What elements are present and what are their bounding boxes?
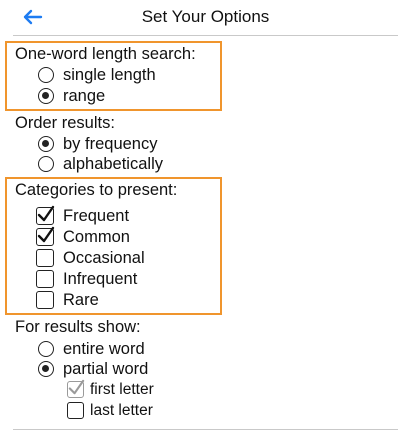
footer-divider bbox=[13, 429, 398, 430]
radio-by-frequency-label: by frequency bbox=[63, 134, 158, 153]
checkbox-occasional-label: Occasional bbox=[63, 248, 145, 267]
page-title: Set Your Options bbox=[141, 7, 270, 26]
radio-entire-word-button[interactable] bbox=[38, 341, 54, 357]
length-search-label: One-word length search: bbox=[15, 45, 196, 63]
checkbox-common[interactable] bbox=[36, 226, 130, 247]
checkmark-icon bbox=[67, 378, 86, 397]
radio-by-frequency-button[interactable] bbox=[38, 136, 54, 152]
checkbox-first-letter-box[interactable] bbox=[67, 381, 84, 398]
radio-single-length-button[interactable] bbox=[38, 67, 54, 83]
checkbox-infrequent-label: Infrequent bbox=[63, 269, 138, 288]
radio-entire-word[interactable] bbox=[38, 338, 145, 359]
checkbox-infrequent[interactable] bbox=[36, 268, 137, 289]
checkbox-common-label: Common bbox=[63, 227, 130, 246]
radio-by-frequency[interactable] bbox=[38, 133, 157, 154]
radio-alphabetically-label: alphabetically bbox=[63, 154, 163, 173]
checkbox-frequent-label: Frequent bbox=[63, 206, 130, 225]
checkbox-first-letter-label: first letter bbox=[90, 380, 154, 398]
checkbox-common-box[interactable] bbox=[36, 228, 54, 246]
checkbox-rare-box[interactable] bbox=[36, 291, 54, 309]
radio-partial-word-button[interactable] bbox=[38, 361, 54, 377]
checkbox-occasional-box[interactable] bbox=[36, 249, 54, 267]
nav-header bbox=[0, 0, 411, 34]
categories-label: Categories to present: bbox=[15, 181, 178, 199]
results-show-label: For results show: bbox=[15, 318, 141, 336]
header-divider bbox=[13, 35, 398, 36]
checkbox-rare-label: Rare bbox=[63, 290, 99, 309]
radio-alphabetically-button[interactable] bbox=[38, 156, 54, 172]
radio-single-length-label: single length bbox=[63, 65, 156, 84]
checkmark-icon bbox=[36, 225, 56, 245]
checkmark-icon bbox=[36, 204, 56, 224]
checkbox-first-letter[interactable] bbox=[67, 379, 154, 400]
checkbox-occasional[interactable] bbox=[36, 247, 145, 268]
radio-partial-word-label: partial word bbox=[63, 359, 149, 378]
checkbox-rare[interactable] bbox=[36, 289, 99, 310]
radio-partial-word[interactable] bbox=[38, 358, 148, 379]
radio-entire-word-label: entire word bbox=[63, 339, 145, 358]
radio-range-label: range bbox=[63, 86, 106, 105]
radio-single-length[interactable] bbox=[38, 64, 156, 85]
checkbox-infrequent-box[interactable] bbox=[36, 270, 54, 288]
checkbox-last-letter[interactable] bbox=[67, 400, 153, 421]
order-results-label: Order results: bbox=[15, 114, 115, 132]
checkbox-frequent-box[interactable] bbox=[36, 207, 54, 225]
radio-range[interactable] bbox=[38, 85, 105, 106]
checkbox-frequent[interactable] bbox=[36, 205, 129, 226]
radio-alphabetically[interactable] bbox=[38, 153, 163, 174]
checkbox-last-letter-label: last letter bbox=[90, 401, 153, 419]
checkbox-last-letter-box[interactable] bbox=[67, 402, 84, 419]
radio-range-button[interactable] bbox=[38, 88, 54, 104]
